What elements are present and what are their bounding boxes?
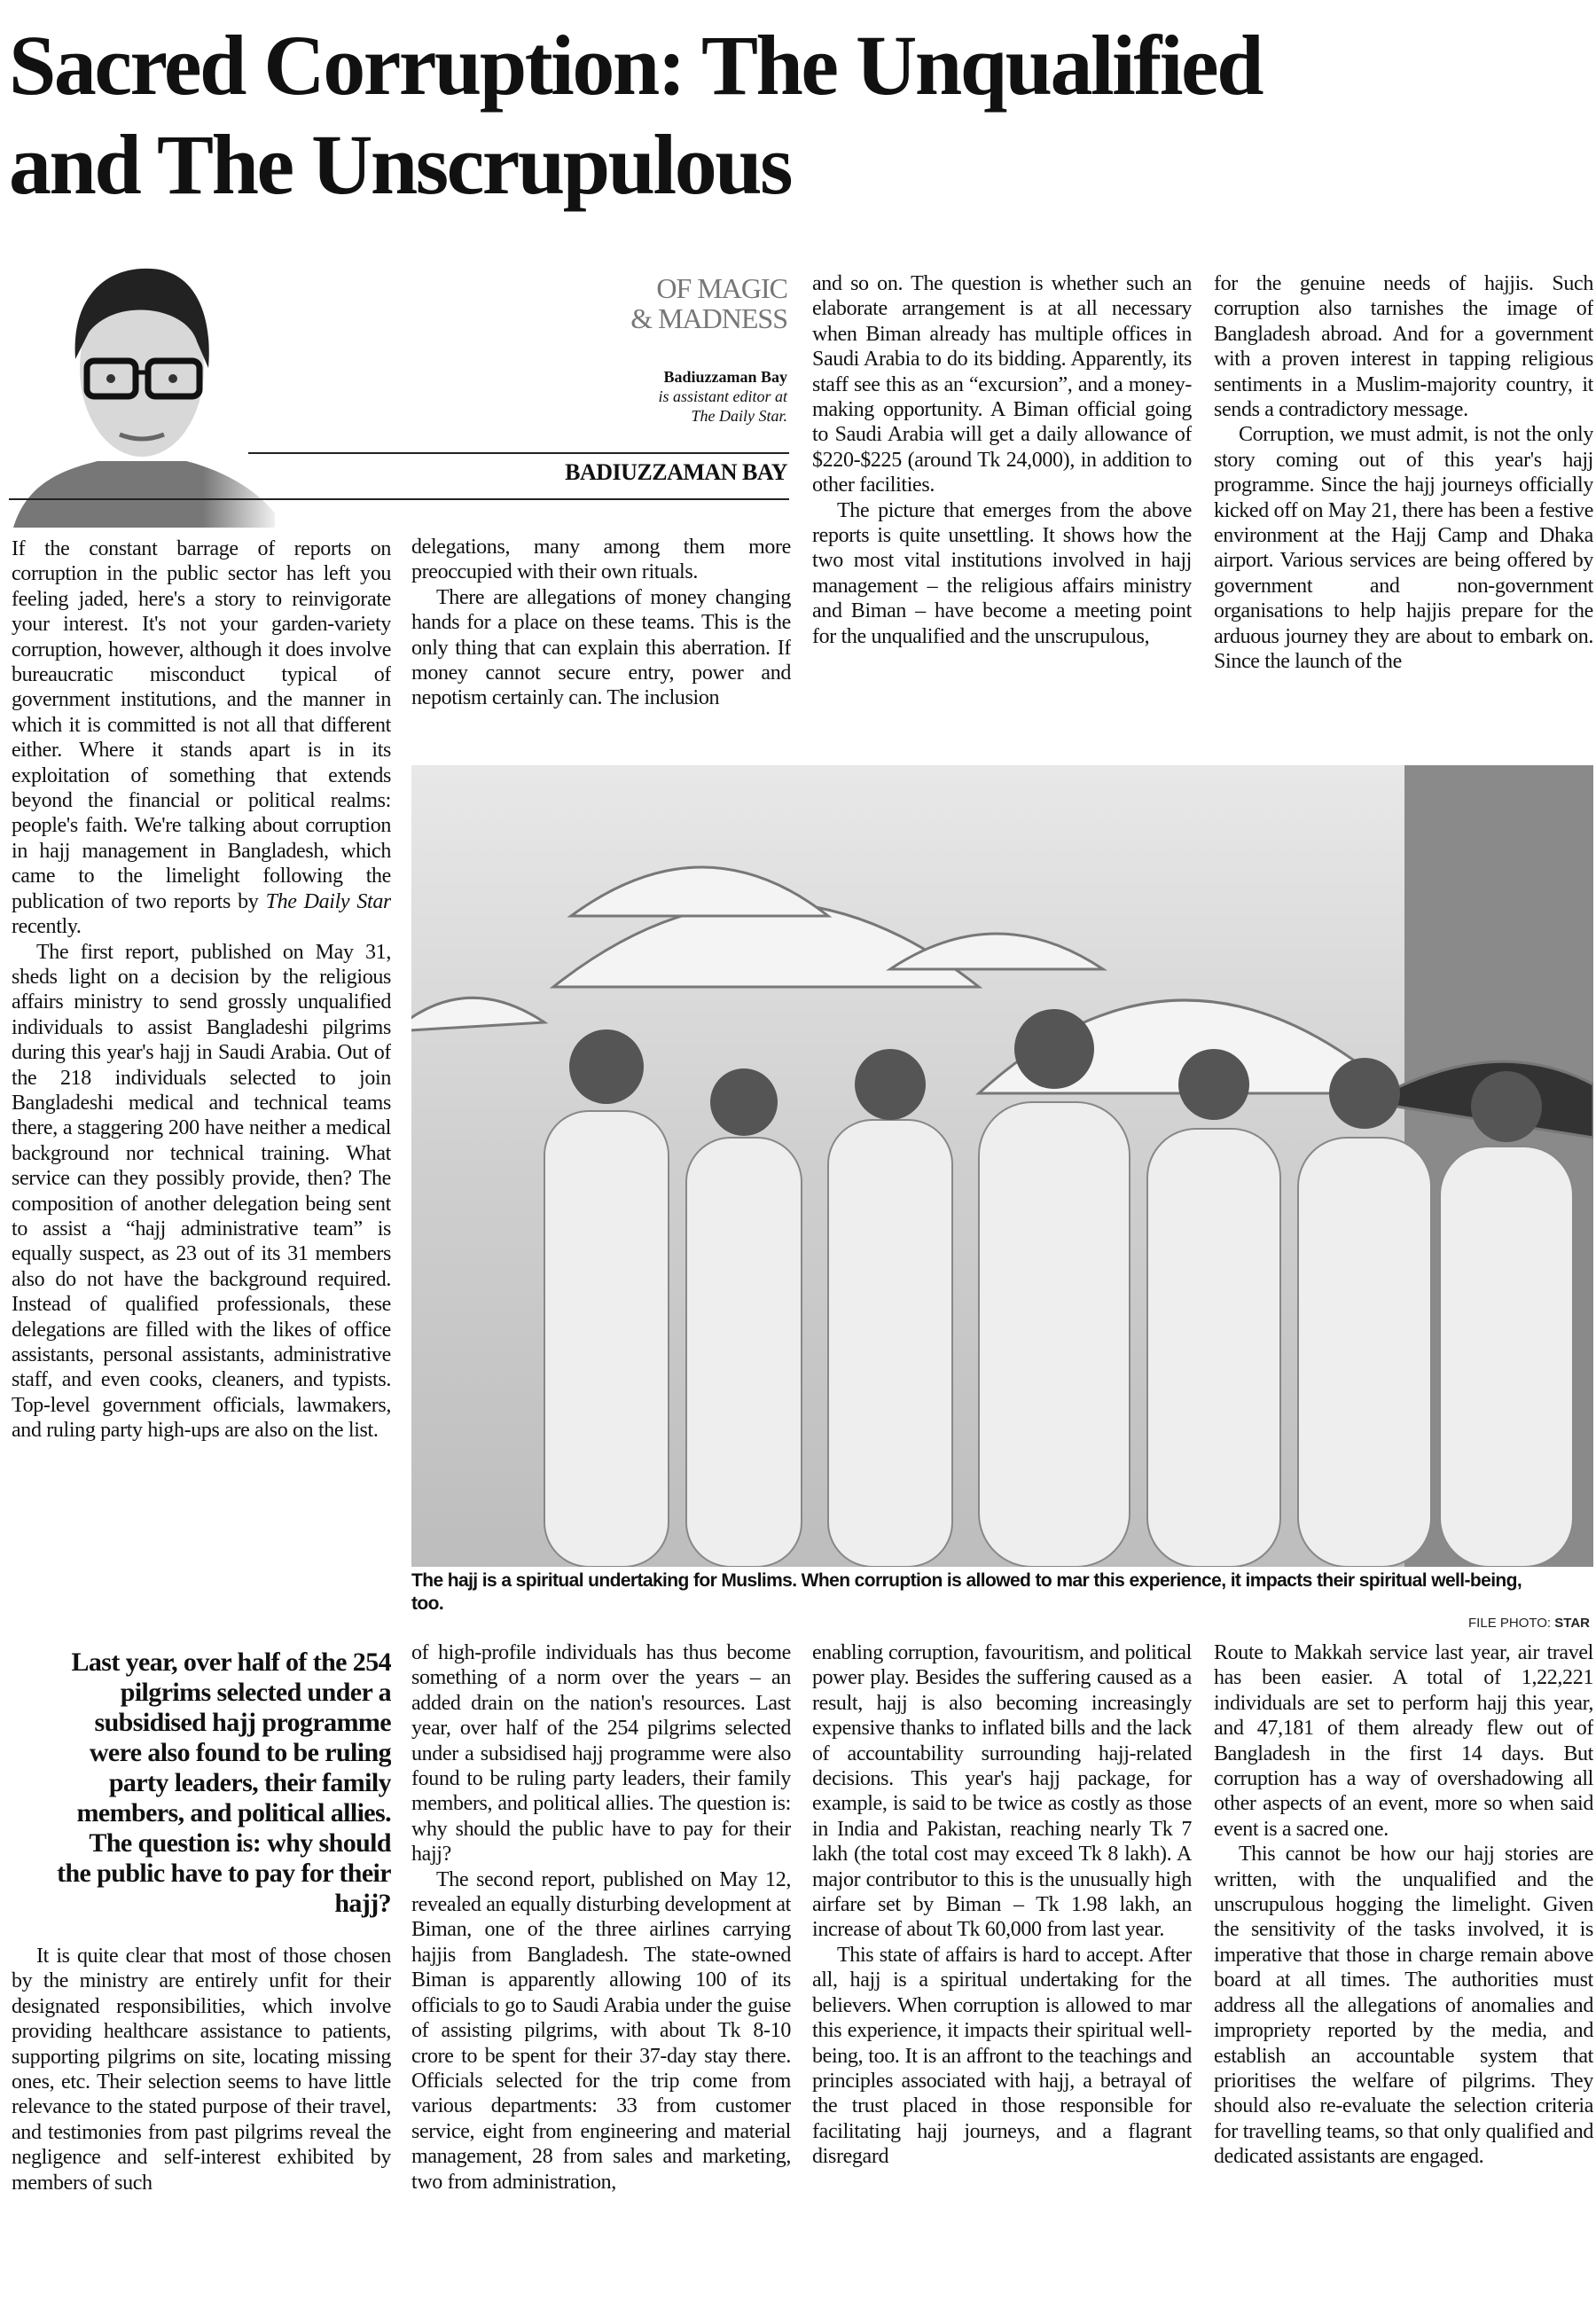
paragraph: of high-profile individuals has thus become something of a norm over the years – an added drain on the nation's resources. Last year, over half of the 254 pilgrims selected under a subsidised hajj programme were also found to be ruling party leaders, their family members, and political allies. The question is: why should the public have to pay for their hajj?	[411, 1641, 791, 1867]
article-column-3-top	[812, 271, 1192, 755]
author-portrait	[9, 262, 275, 528]
headline-line-2: and The Unscrupulous	[9, 117, 791, 212]
hajj-pilgrims-photo	[411, 765, 1593, 1567]
author-bio	[497, 387, 787, 426]
paragraph: It is quite clear that most of those chosen by the ministry are entirely unfit for their designated responsibilities, which involve providing healthcare assistance to patients, supporting pilgrims on site, locating missing ones, etc. Their selection seems to have little relevance to the stated purpose of their travel, and testimonies from past pilgrims reveal the negligence and self-interest exhibited by members of such	[12, 1945, 391, 2195]
paragraph: delegations, many among them more preoccupied with their own rituals.	[411, 536, 791, 584]
paragraph: for the genuine needs of hajjis. Such corruption also tarnishes the image of Bangladesh abroad. And for a government with a proven interest in tapping religious sentiments in a Muslim-majority country, it sends a contradictory message.	[1214, 272, 1593, 422]
paragraph: Corruption, we must admit, is not the only story coming out of this year's hajj programme. Since the hajj journeys officially kicked off on May 21, there has been a festive environment at the Hajj Camp and Dhaka airport. Various services are being offered by government and non-government organisations to help hajjis prepare for the arduous journey they are about to embark on. Since the launch of the	[1214, 423, 1593, 674]
column-name	[497, 273, 787, 333]
credit-source: STAR	[1554, 1616, 1590, 1631]
column-name-line-1: OF MAGIC	[656, 272, 787, 304]
paragraph: enabling corruption, favouritism, and political power play. Besides the suffering caused as a result, hajj is also becoming increasingly expensive thanks to inflated bills and the lack of accountability surrounding hajj-related decisions. This year's hajj package, for example, is said to be twice as costly as those in India and Pakistan, reaching nearly Tk 7 lakh (the total cost may exceed Tk 8 lakh). A major contributor to this is the unusually high airfare set by Biman – Tk 1.98 lakh, an increase of about Tk 60,000 from last year.	[812, 1641, 1192, 1942]
author-bio-line-1: is assistant editor at	[658, 387, 787, 405]
paragraph	[12, 536, 391, 940]
paragraph: and so on. The question is whether such an elaborate arrangement is at all necessary when Biman already has multiple offices in Saudi Arabia to do its bidding. Apparently, its staff see this as an “excursion”, and a money-making opportunity. A Biman official going to Saudi Arabia will get a daily allowance of $220-$225 (around Tk 24,000), in addition to other facilities.	[812, 272, 1192, 497]
article-column-2-top	[411, 535, 791, 756]
paragraph: This state of affairs is hard to accept. After all, hajj is a spiritual undertaking for the believers. When corruption is allowed to mar this experience, it impacts their spiritual well-being, too. It is an affront to the teachings and principles associated with hajj, a betrayal of the trust placed in those responsible for facilitating hajj journeys, and a flagrant disregard	[812, 1943, 1192, 2169]
photo-credit	[411, 1616, 1593, 1632]
author-name: Badiuzzaman Bay	[663, 368, 787, 386]
article-column-1-bottom	[12, 1647, 391, 2301]
headline-line-1: Sacred Corruption: The Unqualified	[9, 18, 1262, 113]
paragraph: The first report, published on May 31, sheds light on a decision by the religious affairs ministry to send grossly unqualified individuals to assist Bangladeshi pilgrims during this year's hajj in Saudi Arabia. Out of the 218 individuals selected to join Bangladeshi medical and technical teams there, a staggering 200 have neither a medical background nor technical training. What service can they possibly provide, then? The composition of another delegation being sent to assist a “hajj administrative team” is equally suspect, as 23 out of its 31 members also do not have the background required. Instead of qualified professionals, these delegations are filled with the likes of office assistants, personal assistants, administrative staff, and even cooks, cleaners, and typists. Top-level government officials, lawmakers, and ruling party high-ups are also on the list.	[12, 940, 391, 1443]
byline: BADIUZZAMAN BAY	[565, 459, 787, 485]
paragraph: There are allegations of money changing hands for a place on these teams. This is the only thing that can explain this aberration. If money cannot secure entry, power and nepotism certainly can. The inclusion	[411, 585, 791, 710]
paragraph: Route to Makkah service last year, air travel has been easier. A total of 1,22,221 individuals are set to perform hajj this year, and 47,181 of them already flew out of Bangladesh in the first 14 days. But corruption has a way of overshadowing all other aspects of an event, more so when said event is a sacred one.	[1214, 1641, 1593, 1841]
article-column-1-top	[12, 536, 391, 1569]
column-name-line-2: & MADNESS	[630, 302, 787, 334]
divider	[248, 452, 789, 454]
article-column-3-bottom	[812, 1640, 1192, 2301]
paragraph: The second report, published on May 12, revealed an equally disturbing development at Biman, one of the three airlines carrying hajjis from Bangladesh. The state-owned Biman is apparently allowing 100 of its officials to go to Saudi Arabia under the guise of assisting pilgrims, with about Tk 8-10 crore to be spent for their 37-day stay there. Officials selected for the trip come from various departments: 33 from customer service, eight from engineering and material management, 28 from sales and marketing, two from administration,	[411, 1867, 791, 2194]
pull-quote: Last year, over half of the 254 pilgrims selected under a subsidised hajj programme were also found to be ruling party leaders, their family members, and political allies. The question is: why should the public have to pay for their hajj?	[57, 1647, 391, 1918]
author-bio-line-2: The Daily Star.	[691, 407, 787, 425]
photo-caption-block	[411, 1569, 1593, 1632]
text: recently.	[12, 915, 82, 939]
credit-label: FILE PHOTO:	[1468, 1616, 1555, 1631]
divider	[9, 498, 789, 500]
article-column-4-bottom	[1214, 1640, 1593, 2301]
article-column-4-top	[1214, 271, 1593, 755]
text: If the constant barrage of reports on corruption in the public sector has left you feeling jaded, here's a story to reinvigorate your interest. It's not your garden-variety corruption, however, although it does involve bureaucratic misconduct typical of government institutions, and the manner in which it is committed is not all that different either. Where it stands apart is in its exploitation of something that extends beyond the financial or political realms: people's faith. We're talking about corruption in hajj management in Bangladesh, which came to the limelight following the publication of two reports by	[12, 537, 391, 913]
publication-name: The Daily Star	[265, 889, 391, 913]
photo-caption: The hajj is a spiritual undertaking for Muslims. When corruption is allowed to mar this experience, it impacts their spiritual well-being, too.	[411, 1570, 1522, 1614]
paragraph: The picture that emerges from the above reports is quite unsettling. It shows how the two most vital institutions involved in hajj management – the religious affairs ministry and Biman – have become a meeting point for the unqualified and the unscrupulous,	[812, 498, 1192, 648]
paragraph: This cannot be how our hajj stories are written, with the unqualified and the unscrupulous hogging the limelight. Given the sensitivity of the tasks involved, it is imperative that those in charge remain above board at all times. The authorities must address all the allegations of anomalies and impropriety reported by the media, and establish an accountable system that prioritises the welfare of pilgrims. They should also re-evaluate the selection criteria for travelling teams, so that only qualified and dedicated assistants are engaged.	[1214, 1843, 1593, 2169]
article-column-2-bottom	[411, 1640, 791, 2301]
headline	[9, 16, 1596, 215]
